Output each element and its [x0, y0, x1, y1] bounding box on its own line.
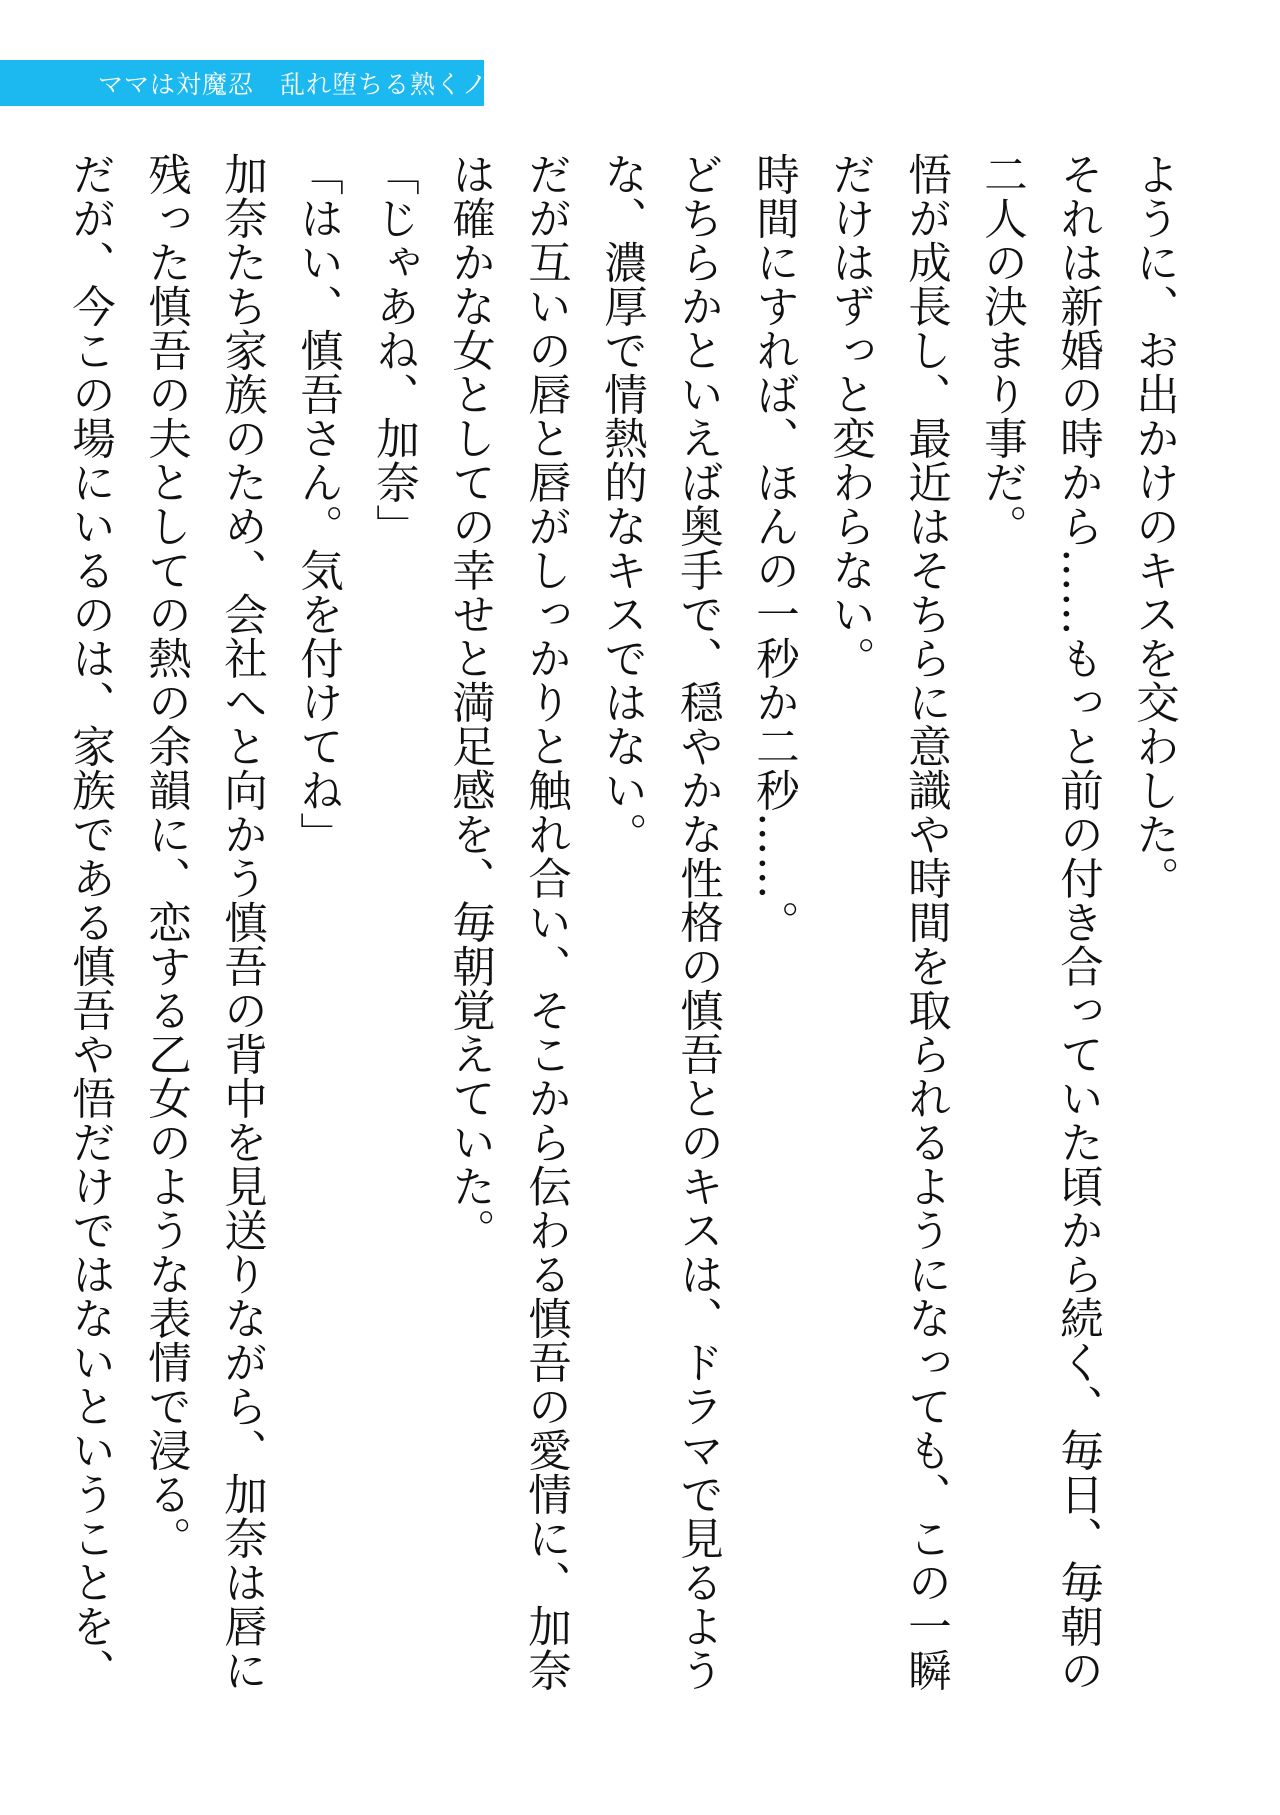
header-title: ママは対魔忍 乱れ堕ちる熟くノ一 [98, 70, 515, 99]
text-line: な、濃厚で情熱的なキスではない。 [597, 152, 647, 856]
text-line: 「はい、慎吾さん。気を付けてね」 [293, 152, 343, 856]
text-line: だが、今この場にいるのは、家族である慎吾や悟だけではないということを、 [65, 152, 115, 1692]
text-line: 時間にすれば、ほんの一秒か二秒……。 [749, 152, 799, 944]
text-line: 加奈たち家族のため、会社へと向かう慎吾の背中を見送りながら、加奈は唇に [217, 152, 267, 1692]
text-line: だが互いの唇と唇がしっかりと触れ合い、そこから伝わる慎吾の愛情に、加奈 [521, 152, 571, 1692]
text-line: どちらかといえば奥手で、穏やかな性格の慎吾とのキスは、ドラマで見るよう [673, 152, 723, 1692]
text-line: それは新婚の時から……もっと前の付き合っていた頃から続く、毎日、毎朝の [1053, 152, 1103, 1692]
running-header [0, 60, 515, 106]
text-line: 二人の決まり事だ。 [977, 152, 1027, 548]
text-line: だけはずっと変わらない。 [825, 152, 875, 680]
text-line: は確かな女としての幸せと満足感を、毎朝覚えていた。 [445, 152, 495, 1252]
text-line: 残った慎吾の夫としての熱の余韻に、恋する乙女のような表情で浸る。 [141, 152, 191, 1560]
text-line: ように、お出かけのキスを交わした。 [1129, 152, 1179, 900]
text-line: 悟が成長し、最近はそちらに意識や時間を取られるようになっても、この一瞬 [901, 152, 951, 1692]
text-line: 「じゃあね、加奈」 [369, 152, 419, 548]
body-text [52, 152, 1192, 1772]
